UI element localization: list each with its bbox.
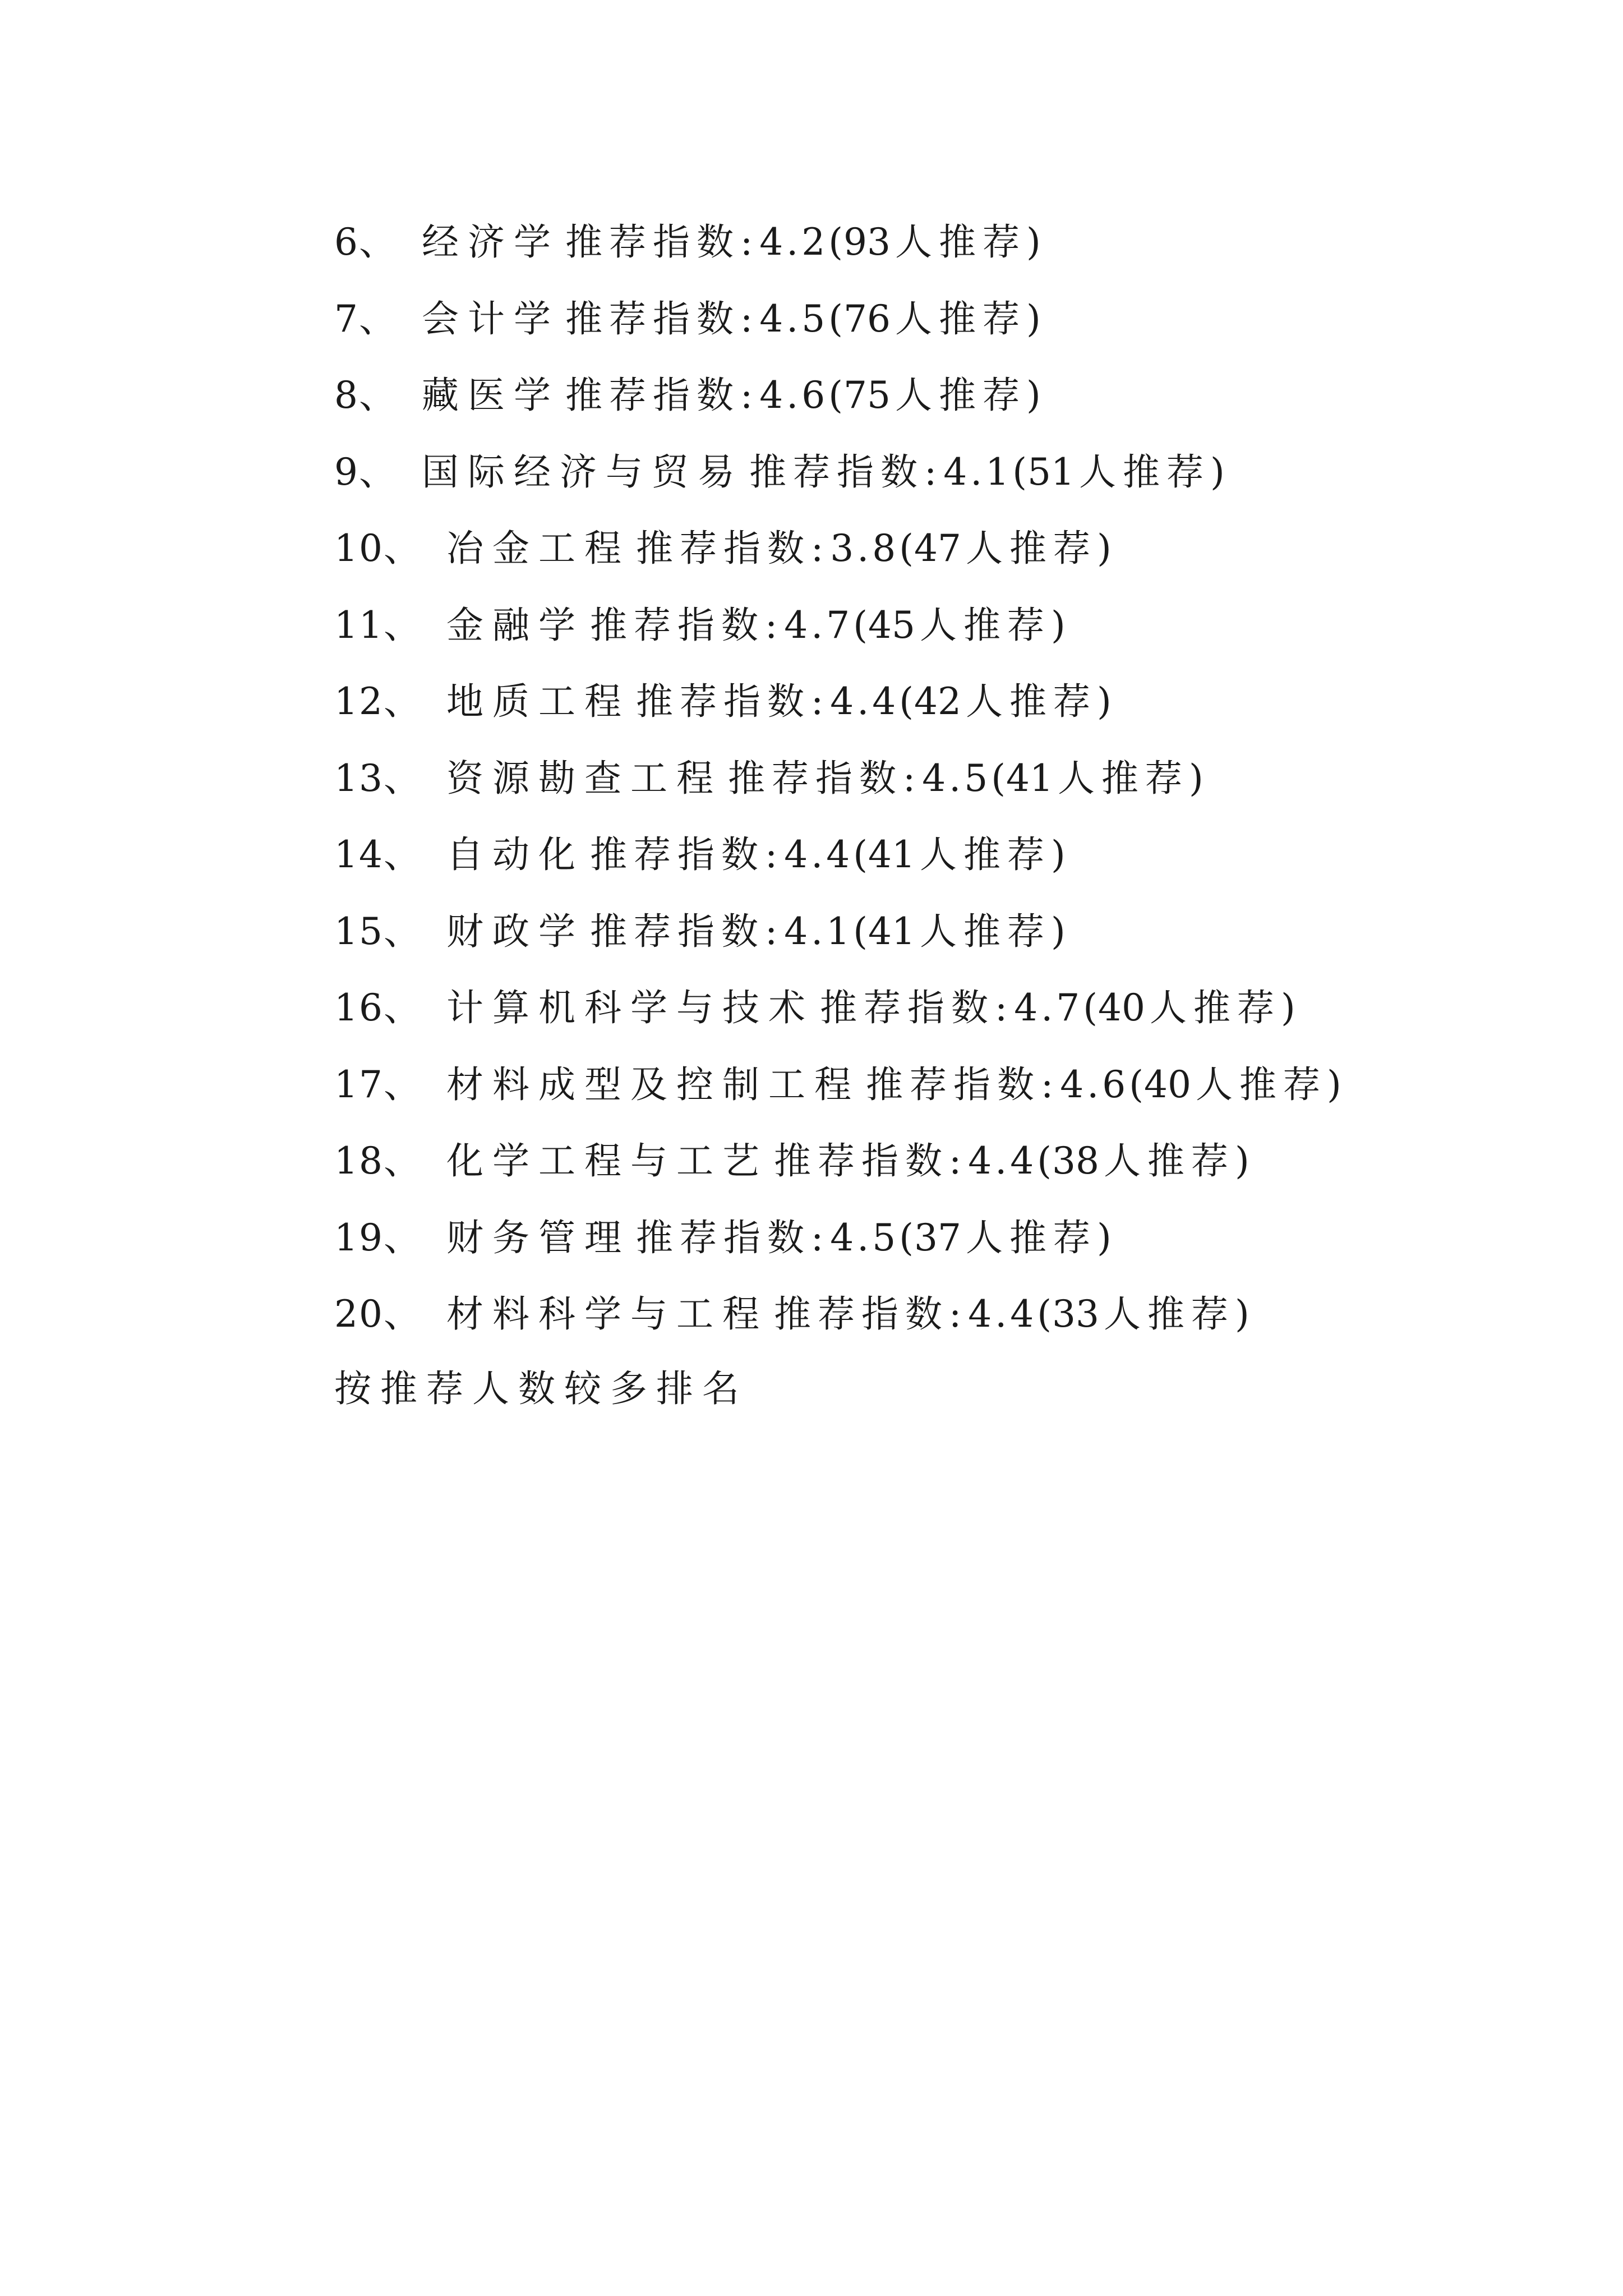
open-paren: ( (1012, 450, 1027, 494)
open-paren: ( (853, 833, 868, 876)
list-item (334, 983, 1568, 1060)
item-index: 10 (334, 527, 384, 570)
close-paren: ) (1188, 756, 1204, 800)
list-item (334, 907, 1568, 984)
recommend-index-label: 推荐指数: (865, 1062, 1061, 1106)
item-index: 6 (334, 220, 359, 264)
major-name: 财务管理 (446, 1216, 630, 1259)
close-paren: ) (1096, 680, 1112, 723)
recommend-index-label: 推荐指数: (635, 1216, 831, 1259)
open-paren: ( (1129, 1062, 1144, 1106)
item-separator: 、 (383, 680, 421, 723)
list-item (334, 1137, 1568, 1213)
recommend-count: 51 (1027, 450, 1075, 494)
major-name: 金融学 (446, 603, 584, 647)
list-item (334, 524, 1568, 601)
major-name: 自动化 (446, 833, 584, 876)
recommend-count-text: 人推荐 (965, 1216, 1097, 1259)
major-name: 地质工程 (446, 680, 630, 723)
item-separator: 、 (383, 909, 421, 953)
major-name: 资源勘查工程 (446, 756, 722, 800)
major-name: 冶金工程 (446, 527, 630, 570)
major-name: 计算机科学与技术 (446, 986, 814, 1029)
recommend-score: 4.5 (830, 1216, 900, 1259)
recommend-count-text: 人推荐 (1103, 1139, 1235, 1182)
major-name: 国际经济与贸易 (422, 450, 744, 494)
list-item (334, 371, 1568, 448)
recommend-index-label: 推荐指数: (819, 986, 1015, 1029)
list-item (334, 677, 1568, 754)
close-paren: ) (1210, 450, 1225, 494)
recommend-index-label: 推荐指数: (565, 220, 760, 264)
open-paren: ( (899, 527, 914, 570)
ranking-note: 按推荐人数较多排名 (334, 1367, 748, 1410)
recommend-score: 4.7 (1014, 986, 1083, 1029)
list-item (334, 1060, 1568, 1137)
recommend-score: 4.1 (943, 450, 1013, 494)
close-paren: ) (1026, 220, 1041, 264)
recommend-index-label: 推荐指数: (565, 374, 760, 417)
list-item (334, 830, 1568, 907)
open-paren: ( (828, 374, 843, 417)
recommend-count-text: 人推荐 (919, 909, 1051, 953)
recommend-count-text: 人推荐 (895, 374, 1026, 417)
major-name: 材料科学与工程 (446, 1292, 768, 1336)
list-item (334, 218, 1568, 295)
recommend-count-text: 人推荐 (1103, 1292, 1235, 1336)
open-paren: ( (1037, 1139, 1052, 1182)
recommend-score: 4.6 (1060, 1062, 1129, 1106)
recommend-count-text: 人推荐 (1057, 756, 1189, 800)
recommend-count: 45 (868, 603, 915, 647)
item-index: 13 (334, 756, 384, 800)
recommend-score: 4.4 (968, 1139, 1038, 1182)
recommend-index-label: 推荐指数: (727, 756, 923, 800)
recommend-index-label: 推荐指数: (773, 1139, 969, 1182)
recommend-count: 93 (843, 220, 891, 264)
recommend-count: 47 (914, 527, 961, 570)
recommend-count: 76 (843, 297, 891, 341)
item-separator: 、 (383, 527, 421, 570)
item-index: 15 (334, 909, 384, 953)
open-paren: ( (899, 680, 914, 723)
recommend-count: 40 (1098, 986, 1145, 1029)
major-name: 财政学 (446, 909, 584, 953)
recommend-count: 42 (914, 680, 961, 723)
item-index: 16 (334, 986, 384, 1029)
item-separator: 、 (383, 756, 421, 800)
recommend-index-label: 推荐指数: (635, 527, 831, 570)
item-index: 12 (334, 680, 384, 723)
close-paren: ) (1050, 909, 1066, 953)
recommend-count: 40 (1144, 1062, 1191, 1106)
recommend-score: 4.4 (784, 833, 854, 876)
item-separator: 、 (359, 297, 396, 341)
close-paren: ) (1026, 297, 1041, 341)
recommend-index-label: 推荐指数: (589, 833, 785, 876)
item-separator: 、 (383, 1292, 421, 1336)
list-item (334, 448, 1568, 524)
recommend-score: 4.2 (759, 220, 829, 264)
list-item (334, 1290, 1568, 1366)
recommend-index-label: 推荐指数: (589, 909, 785, 953)
recommend-score: 4.4 (968, 1292, 1038, 1336)
close-paren: ) (1096, 1216, 1112, 1259)
item-separator: 、 (359, 450, 396, 494)
open-paren: ( (899, 1216, 914, 1259)
recommend-count-text: 人推荐 (919, 603, 1051, 647)
item-index: 18 (334, 1139, 384, 1182)
list-item (334, 601, 1568, 678)
recommend-score: 4.4 (830, 680, 900, 723)
close-paren: ) (1234, 1139, 1250, 1182)
recommend-count: 41 (868, 833, 915, 876)
recommend-index-label: 推荐指数: (635, 680, 831, 723)
major-name: 材料成型及控制工程 (446, 1062, 860, 1106)
close-paren: ) (1096, 527, 1112, 570)
open-paren: ( (1083, 986, 1098, 1029)
item-index: 14 (334, 833, 384, 876)
recommend-score: 3.8 (830, 527, 900, 570)
close-paren: ) (1050, 603, 1066, 647)
item-separator: 、 (383, 986, 421, 1029)
item-index: 7 (334, 297, 359, 341)
item-separator: 、 (383, 1139, 421, 1182)
open-paren: ( (828, 297, 843, 341)
close-paren: ) (1026, 374, 1041, 417)
item-separator: 、 (383, 833, 421, 876)
open-paren: ( (1037, 1292, 1052, 1336)
item-separator: 、 (383, 1062, 421, 1106)
open-paren: ( (853, 603, 868, 647)
recommend-count: 41 (1006, 756, 1053, 800)
recommend-count: 75 (843, 374, 891, 417)
recommend-score: 4.6 (759, 374, 829, 417)
recommend-score: 4.5 (759, 297, 829, 341)
item-index: 20 (334, 1292, 384, 1336)
item-index: 17 (334, 1062, 384, 1106)
item-index: 9 (334, 450, 359, 494)
close-paren: ) (1326, 1062, 1342, 1106)
recommend-score: 4.5 (922, 756, 992, 800)
recommend-count-text: 人推荐 (895, 297, 1026, 341)
close-paren: ) (1234, 1292, 1250, 1336)
major-ranking-list (334, 218, 1568, 1366)
recommend-count-text: 人推荐 (1149, 986, 1281, 1029)
recommend-score: 4.1 (784, 909, 854, 953)
recommend-index-label: 推荐指数: (565, 297, 760, 341)
open-paren: ( (991, 756, 1006, 800)
recommend-count-text: 人推荐 (965, 680, 1097, 723)
major-name: 化学工程与工艺 (446, 1139, 768, 1182)
close-paren: ) (1280, 986, 1296, 1029)
recommend-score: 4.7 (784, 603, 854, 647)
list-item (334, 1213, 1568, 1290)
item-separator: 、 (383, 1216, 421, 1259)
list-item (334, 754, 1568, 831)
recommend-count-text: 人推荐 (965, 527, 1097, 570)
recommend-count: 33 (1052, 1292, 1099, 1336)
open-paren: ( (853, 909, 868, 953)
recommend-index-label: 推荐指数: (749, 450, 944, 494)
recommend-index-label: 推荐指数: (589, 603, 785, 647)
item-index: 11 (334, 603, 384, 647)
list-item (334, 295, 1568, 371)
item-index: 8 (334, 374, 359, 417)
recommend-index-label: 推荐指数: (773, 1292, 969, 1336)
item-separator: 、 (359, 220, 396, 264)
recommend-count-text: 人推荐 (1195, 1062, 1327, 1106)
major-name: 经济学 (422, 220, 560, 264)
recommend-count-text: 人推荐 (1078, 450, 1210, 494)
recommend-count: 41 (868, 909, 915, 953)
item-separator: 、 (383, 603, 421, 647)
open-paren: ( (828, 220, 843, 264)
close-paren: ) (1050, 833, 1066, 876)
major-name: 会计学 (422, 297, 560, 341)
item-index: 19 (334, 1216, 384, 1259)
recommend-count: 37 (914, 1216, 961, 1259)
recommend-count: 38 (1052, 1139, 1099, 1182)
major-name: 藏医学 (422, 374, 560, 417)
item-separator: 、 (359, 374, 396, 417)
recommend-count-text: 人推荐 (919, 833, 1051, 876)
recommend-count-text: 人推荐 (895, 220, 1026, 264)
